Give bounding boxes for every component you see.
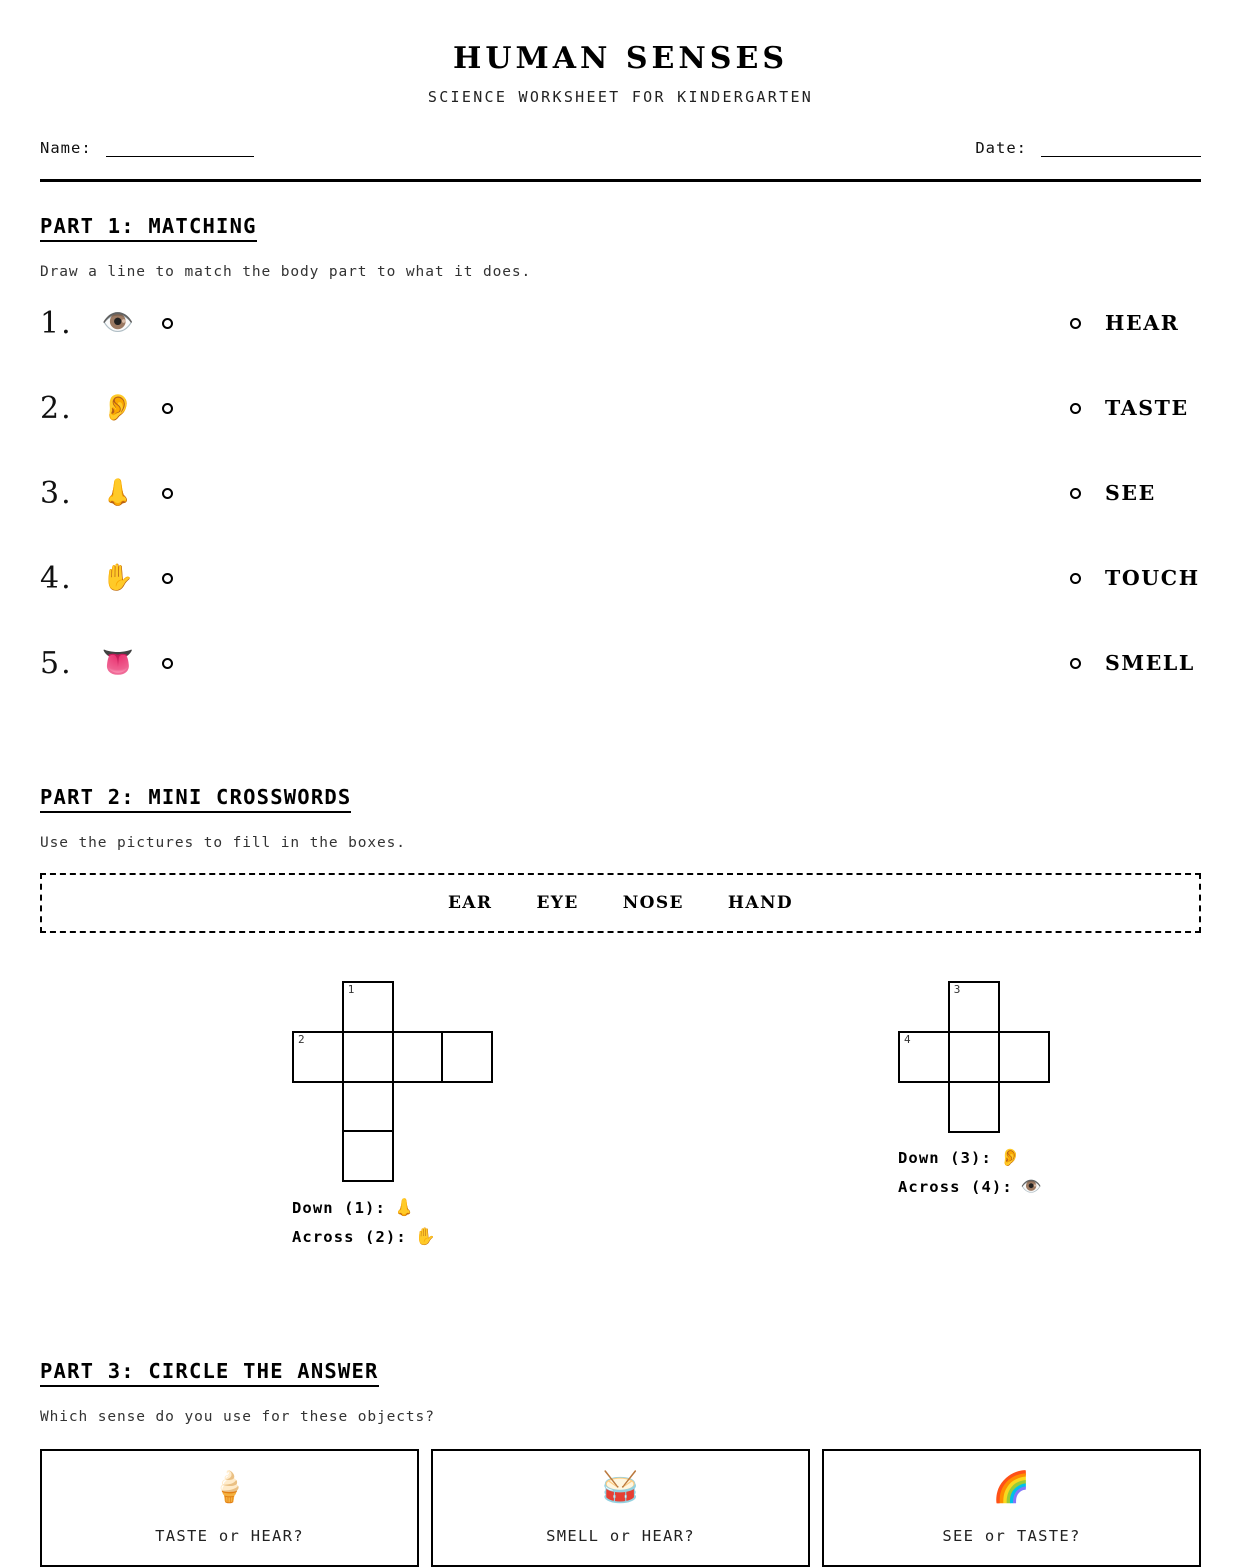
match-dot-right[interactable] — [1070, 488, 1081, 499]
crossword-cell[interactable] — [898, 1031, 950, 1083]
crossword-grid[interactable] — [292, 981, 500, 1189]
match-dot-right[interactable] — [1070, 403, 1081, 414]
crossword-cell[interactable] — [342, 1031, 394, 1083]
item-number: 2. — [40, 390, 73, 426]
answer-label: TASTE — [1105, 396, 1189, 420]
match-dot-left[interactable] — [162, 318, 173, 329]
crossword-cell[interactable] — [342, 981, 394, 1033]
word-bank-word: HAND — [727, 893, 794, 913]
part-1-instruction: Draw a line to match the body part to what it does. — [40, 264, 532, 280]
crossword-clues — [292, 1198, 437, 1256]
across-clue — [898, 1177, 1043, 1197]
choice-box[interactable] — [40, 1449, 419, 1567]
word-bank-word: EYE — [536, 893, 579, 913]
matching-right-item[interactable] — [1070, 555, 1201, 601]
ear-icon: 👂 — [101, 393, 135, 423]
date-label: Date: — [975, 139, 1027, 157]
answer-label: SEE — [1105, 481, 1156, 505]
match-dot-left[interactable] — [162, 573, 173, 584]
choice-text[interactable]: SMELL or HEAR? — [546, 1527, 695, 1545]
crossword-cell-number: 4 — [904, 1032, 911, 1046]
matching-right-item[interactable] — [1070, 470, 1201, 516]
part-3-section — [40, 1359, 1201, 1567]
choice-row — [40, 1449, 1201, 1567]
crossword-right — [898, 981, 1054, 1198]
across-clue-label: Across (4): — [898, 1178, 1013, 1197]
part-3-instruction: Which sense do you use for these objects? — [40, 1409, 435, 1425]
crossword-cell[interactable] — [948, 1081, 1000, 1133]
ear-icon: 👂 — [999, 1148, 1023, 1169]
header-divider — [40, 179, 1201, 182]
down-clue-label: Down (3): — [898, 1149, 992, 1168]
word-bank-word: EAR — [447, 893, 493, 913]
crossword-cell[interactable] — [342, 1081, 394, 1133]
down-clue-label: Down (1): — [292, 1199, 386, 1218]
part-3-heading: PART 3: CIRCLE THE ANSWER — [40, 1359, 379, 1387]
crossword-cell-number: 1 — [347, 983, 355, 996]
match-dot-left[interactable] — [162, 488, 173, 499]
hand-icon: ✋ — [101, 563, 135, 593]
hand-icon: ✋ — [414, 1227, 438, 1248]
page-subtitle: SCIENCE WORKSHEET FOR KINDERGARTEN — [427, 88, 814, 106]
matching-left-item[interactable] — [40, 470, 173, 516]
name-date-row — [40, 139, 1201, 165]
matching-list — [40, 300, 1201, 725]
crossword-left — [292, 981, 500, 1248]
match-dot-right[interactable] — [1070, 658, 1081, 669]
matching-right-item[interactable] — [1070, 385, 1201, 431]
match-dot-left[interactable] — [162, 658, 173, 669]
item-number: 4. — [40, 560, 73, 596]
nose-icon: 👃 — [101, 478, 135, 508]
name-field-group — [40, 139, 254, 157]
down-clue — [292, 1198, 437, 1218]
matching-left-item[interactable] — [40, 300, 173, 346]
item-number: 3. — [40, 475, 73, 511]
across-clue — [292, 1227, 437, 1247]
choice-text[interactable]: TASTE or HEAR? — [155, 1527, 304, 1545]
matching-row — [40, 555, 1201, 640]
page-title: HUMAN SENSES — [452, 41, 788, 76]
crossword-cell[interactable] — [342, 1130, 394, 1182]
crossword-grid[interactable] — [898, 981, 1054, 1137]
across-clue-label: Across (2): — [292, 1228, 407, 1247]
nose-icon: 👃 — [393, 1198, 417, 1219]
tongue-icon: 👅 — [101, 648, 135, 678]
crossword-cell[interactable] — [292, 1031, 344, 1083]
crossword-cell[interactable] — [441, 1031, 493, 1083]
choice-box[interactable] — [822, 1449, 1201, 1567]
ice-cream-icon: 🍦 — [210, 1470, 249, 1505]
drum-icon: 🥁 — [601, 1470, 640, 1505]
name-label: Name: — [40, 139, 92, 157]
crossword-cell-number: 2 — [298, 1032, 305, 1046]
matching-right-item[interactable] — [1070, 640, 1201, 686]
choice-text[interactable]: SEE or TASTE? — [942, 1527, 1081, 1545]
answer-label: SMELL — [1105, 651, 1195, 675]
matching-left-item[interactable] — [40, 555, 173, 601]
worksheet-page — [40, 0, 1201, 1548]
part-2-section — [40, 785, 1201, 1281]
crossword-area — [40, 981, 1201, 1281]
part-1-section — [40, 214, 1201, 725]
crossword-cell[interactable] — [948, 981, 1000, 1033]
eye-icon: 👁️ — [1020, 1177, 1044, 1198]
part-1-heading: PART 1: MATCHING — [40, 214, 257, 242]
date-field-group — [975, 139, 1201, 157]
item-number: 1. — [40, 305, 73, 341]
match-dot-right[interactable] — [1070, 573, 1081, 584]
matching-row — [40, 470, 1201, 555]
eye-icon: 👁️ — [101, 308, 135, 338]
match-dot-right[interactable] — [1070, 318, 1081, 329]
word-bank — [40, 873, 1201, 933]
answer-label: TOUCH — [1105, 566, 1200, 590]
date-input-line[interactable] — [1041, 142, 1201, 157]
part-2-instruction: Use the pictures to fill in the boxes. — [40, 835, 406, 851]
down-clue — [898, 1148, 1043, 1168]
crossword-cell-number: 3 — [953, 983, 961, 996]
answer-label: HEAR — [1105, 311, 1180, 335]
part-2-heading: PART 2: MINI CROSSWORDS — [40, 785, 351, 813]
matching-right-item[interactable] — [1070, 300, 1201, 346]
matching-left-item[interactable] — [40, 640, 173, 686]
crossword-clues — [898, 1148, 1043, 1206]
rainbow-icon: 🌈 — [992, 1470, 1031, 1505]
choice-box[interactable] — [431, 1449, 810, 1567]
crossword-cell[interactable] — [948, 1031, 1000, 1083]
matching-row — [40, 385, 1201, 470]
word-bank-word: NOSE — [622, 893, 684, 913]
name-input-line[interactable] — [106, 142, 254, 157]
match-dot-left[interactable] — [162, 403, 173, 414]
item-number: 5. — [40, 645, 73, 681]
crossword-cell[interactable] — [998, 1031, 1050, 1083]
matching-left-item[interactable] — [40, 385, 173, 431]
matching-row — [40, 640, 1201, 725]
matching-row — [40, 300, 1201, 385]
crossword-cell[interactable] — [392, 1031, 444, 1083]
